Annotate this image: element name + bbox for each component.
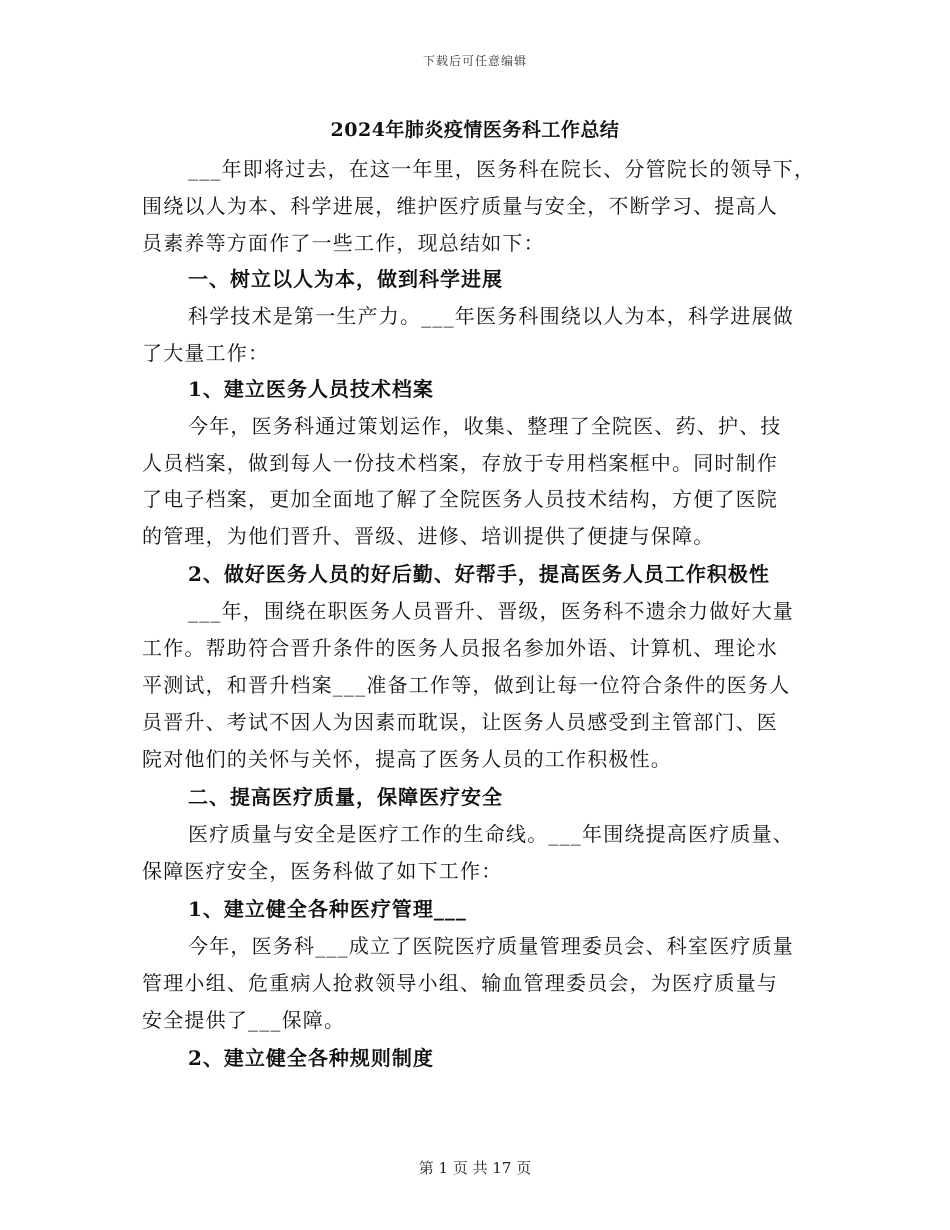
body-paragraph-line: 平测试，和晋升档案___准备工作等，做到让每一位符合条件的医务人 (142, 673, 791, 697)
subsection-heading: 1、建立健全各种医疗管理___ (188, 897, 467, 921)
page-header-note: 下载后可任意编辑 (422, 54, 527, 68)
body-paragraph-line: 员素养等方面作了一些工作，现总结如下： (142, 231, 545, 255)
body-paragraph-line: 围绕以人为本、科学进展，维护医疗质量与安全，不断学习、提高人 (142, 194, 778, 218)
subsection-heading: 2、建立健全各种规则制度 (188, 1046, 434, 1070)
body-paragraph-line: ___年，围绕在职医务人员晋升、晋级，医务科不遗余力做好大量 (188, 599, 794, 623)
body-paragraph-line: 科学技术是第一生产力。___年医务科围绕以人为本，科学进展做 (188, 304, 794, 328)
body-paragraph-line: 人员档案，做到每人一份技术档案，存放于专用档案框中。同时制作 (142, 451, 778, 475)
body-paragraph-line: ___年即将过去，在这一年里，医务科在院长、分管院长的领导下， (188, 157, 816, 181)
body-paragraph-line: 医疗质量与安全是医疗工作的生命线。___年围绕提高医疗质量、 (188, 822, 794, 846)
body-paragraph-line: 今年，医务科___成立了医院医疗质量管理委员会、科室医疗质量 (188, 934, 794, 958)
body-paragraph-line: 保障医疗安全，医务科做了如下工作： (142, 859, 503, 883)
body-paragraph-line: 安全提供了___保障。 (142, 1008, 346, 1032)
subsection-heading: 1、建立医务人员技术档案 (188, 377, 434, 401)
body-paragraph-line: 员晋升、考试不因人为因素而耽误，让医务人员感受到主管部门、医 (142, 710, 778, 734)
section-heading: 二、提高医疗质量，保障医疗安全 (188, 785, 503, 809)
page-number-footer: 第 1 页 共 17 页 (418, 1159, 532, 1177)
document-title: 2024年肺炎疫情医务科工作总结 (330, 119, 620, 141)
body-paragraph-line: 院对他们的关怀与关怀，提高了医务人员的工作积极性。 (142, 747, 672, 771)
body-paragraph-line: 了大量工作： (142, 341, 270, 365)
body-paragraph-line: 今年，医务科通过策划运作，收集、整理了全院医、药、护、技 (188, 414, 782, 438)
body-paragraph-line: 了电子档案，更加全面地了解了全院医务人员技术结构，方便了医院 (142, 487, 778, 511)
body-paragraph-line: 管理小组、危重病人抢救领导小组、输血管理委员会，为医疗质量与 (142, 971, 778, 995)
section-heading: 一、树立以人为本，做到科学进展 (188, 267, 503, 291)
body-paragraph-line: 工作。帮助符合晋升条件的医务人员报名参加外语、计算机、理论水 (142, 636, 778, 660)
subsection-heading: 2、做好医务人员的好后勤、好帮手，提高医务人员工作积极性 (188, 562, 770, 586)
body-paragraph-line: 的管理，为他们晋升、晋级、进修、培训提供了便捷与保障。 (142, 524, 715, 548)
